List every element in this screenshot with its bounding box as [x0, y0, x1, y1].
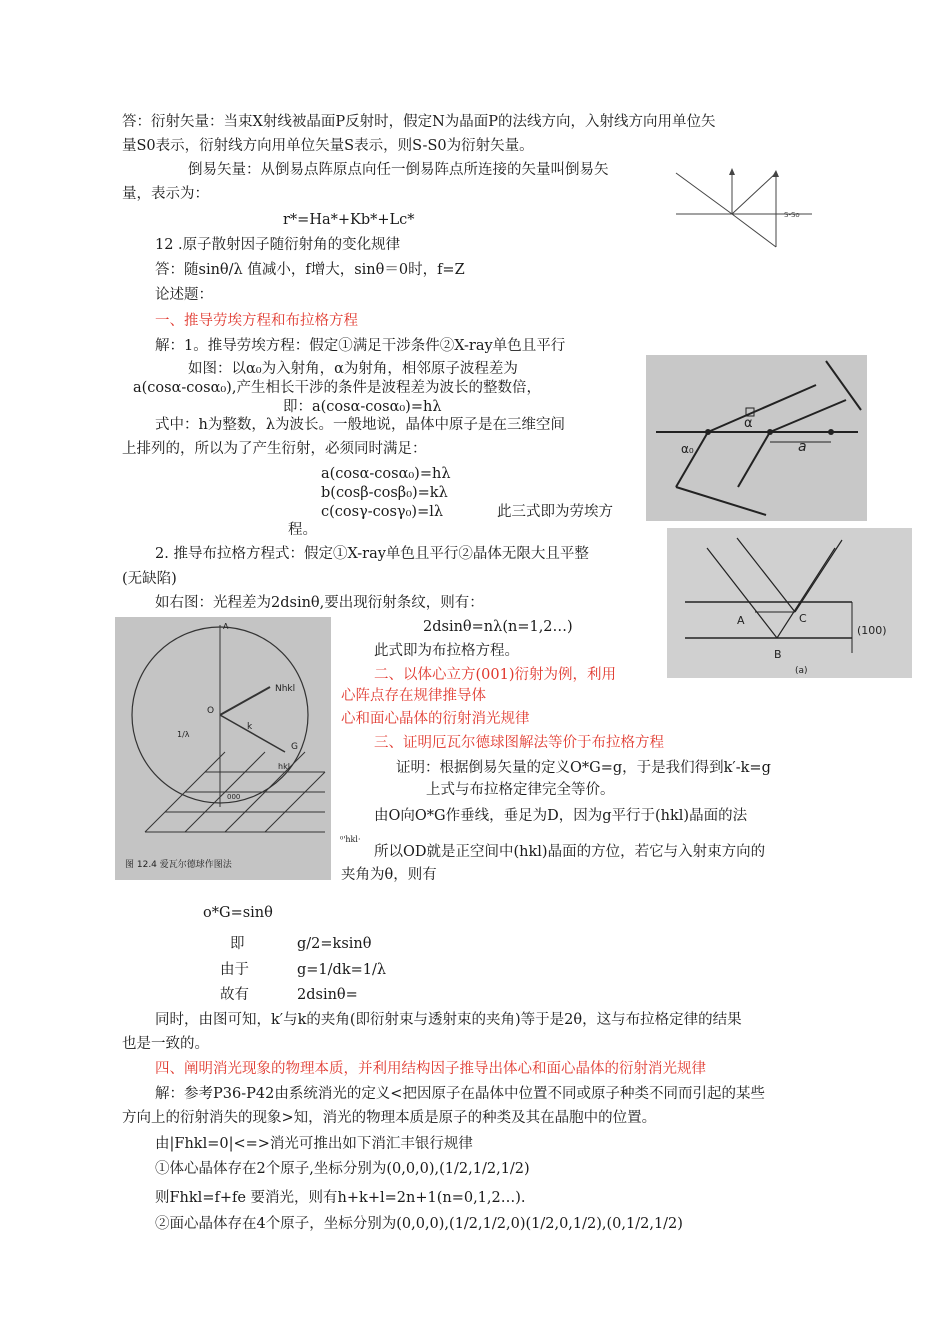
ewald-G: G — [291, 742, 298, 752]
line-47: ②面心晶体存在4个原子，坐标分别为(0,0,0),(1/2,1/2,0)(1/2,0,1/2),(0,1/2,1/2) — [155, 1216, 683, 1232]
bragg-plane: (100) — [857, 624, 887, 637]
vector-label: S-So — [784, 211, 800, 219]
line-15: 上排列的，所以为了产生衍射，必须同时满足： — [122, 441, 427, 457]
line-20: 2. 推导布拉格方程式：假定①X-ray单色且平行②晶体无限大且平整 — [155, 546, 589, 562]
laue-a: a — [798, 439, 807, 455]
ewald-000: 000 — [227, 793, 241, 801]
line-13: 即：a(cosα-cosα₀)=hλ — [283, 399, 442, 415]
line-14: 式中：h为整数，λ为波长。一般地说，晶体中原子是在三维空间 — [155, 417, 566, 433]
line-05: r*=Ha*+Kb*+Lc* — [283, 212, 415, 228]
line-34: 夹角为θ，则有 — [341, 867, 437, 883]
line-19: 程。 — [288, 522, 317, 538]
line-37a: 由于 — [220, 962, 249, 978]
line-38a: 故有 — [220, 987, 249, 1003]
line-44: 由|Fhkl=0|<=>消光可推出如下消汇丰银行规律 — [155, 1136, 473, 1152]
line-21: (无缺陷) — [122, 571, 177, 587]
heading-1: 一、推导劳埃方程和布拉格方程 — [155, 313, 358, 329]
ewald-inv-lambda: 1/λ — [177, 730, 190, 739]
line-30: 上式与布拉格定律完全等价。 — [426, 782, 615, 798]
line-02: 量S0表示，衍射线方向用单位矢量S表示，则S-S0为衍射矢量。 — [122, 138, 534, 154]
line-22: 如右图：光程差为2dsinθ,要出现衍射条纹，则有： — [155, 595, 484, 611]
line-46: 则Fhkl=f+fe 要消光，则有h+k+l=2n+1(n=0,1,2…). — [155, 1190, 526, 1206]
ewald-O: O — [207, 706, 215, 716]
line-37b: g=1/dk=1/λ — [297, 962, 387, 978]
line-18b: 此三式即为劳埃方 — [497, 504, 613, 520]
line-42: 解：参考P36-P42由系统消光的定义<把因原子在晶体中位置不同或原子种类不同而引起的某些 — [155, 1086, 765, 1102]
line-32: ⁰'hkl· — [340, 835, 361, 844]
ewald-caption: 图 12.4 爱瓦尔德球作图法 — [125, 860, 232, 870]
bragg-C: C — [799, 612, 807, 625]
line-29: 证明：根据倒易矢量的定义O*G=g，于是我们得到k′-k=g — [396, 760, 771, 776]
line-33: 所以OD就是正空间中(hkl)晶面的方位，若它与入射束方向的 — [374, 844, 766, 860]
line-36b: g/2=ksinθ — [297, 936, 372, 952]
line-07: 答：随sinθ/λ 值减小，f增大，sinθ＝0时，f=Z — [155, 262, 465, 278]
line-45: ①体心晶体存在2个原子,坐标分别为(0,0,0),(1/2,1/2,1/2) — [155, 1161, 530, 1177]
bragg-a: (a) — [795, 666, 808, 676]
ewald-diagram — [115, 617, 331, 880]
heading-2b: 心阵点存在规律推导体 — [341, 688, 486, 704]
heading-3: 三、证明厄瓦尔德球图解法等价于布拉格方程 — [374, 735, 664, 751]
line-35: o*G=sinθ — [203, 905, 273, 921]
ewald-hkl: hkl — [278, 762, 290, 771]
heading-4: 四、阐明消光现象的物理本质，并利用结构因子推导出体心和面心晶体的衍射消光规律 — [155, 1061, 706, 1077]
line-24: 此式即为布拉格方程。 — [374, 643, 519, 659]
line-03: 倒易矢量：从倒易点阵原点向任一倒易阵点所连接的矢量叫倒易矢 — [188, 162, 609, 178]
line-12: a(cosα-cosα₀),产生相长干涉的条件是波程差为波长的整数倍， — [133, 380, 541, 396]
line-04: 量，表示为： — [122, 186, 209, 202]
line-38b: 2dsinθ= — [297, 987, 358, 1003]
laue-eq-a: a(cosα-cosα₀)=hλ — [321, 466, 451, 482]
laue-alpha0: α₀ — [681, 442, 694, 456]
line-11: 如图：以α₀为入射角，α为射角，相邻原子波程差为 — [188, 361, 518, 377]
laue-alpha: α — [744, 416, 753, 431]
line-01: 答：衍射矢量：当束X射线被晶面P反射时，假定N为晶面P的法线方向，入射线方向用单位矢 — [122, 114, 716, 130]
heading-2c: 心和面心晶体的衍射消光规律 — [341, 711, 530, 727]
ewald-N: Nhkl — [275, 684, 296, 694]
vector-diagram — [672, 165, 822, 250]
line-36a: 即 — [230, 936, 245, 952]
line-10: 解：1。推导劳埃方程：假定①满足干涉条件②X-ray单色且平行 — [155, 338, 566, 354]
ewald-k: k — [247, 722, 253, 732]
line-40: 也是一致的。 — [122, 1036, 209, 1052]
bragg-eq: 2dsinθ=nλ(n=1,2…) — [423, 619, 573, 635]
bragg-diagram — [667, 528, 912, 678]
bragg-A: A — [737, 614, 745, 627]
laue-diagram — [646, 355, 867, 521]
heading-2a: 二、以体心立方(001)衍射为例，利用 — [374, 667, 616, 683]
line-43: 方向上的衍射消失的现象>知，消光的物理本质是原子的种类及其在晶胞中的位置。 — [122, 1110, 657, 1126]
bragg-B: B — [774, 648, 782, 661]
line-39: 同时，由图可知，k′与k的夹角(即衍射束与透射束的夹角)等于是2θ，这与布拉格定律的结果 — [155, 1012, 742, 1028]
ewald-A: A — [223, 622, 229, 631]
laue-eq-c: c(cosγ-cosγ₀)=lλ — [321, 504, 444, 520]
line-06: 12 .原子散射因子随衍射角的变化规律 — [155, 237, 401, 253]
laue-eq-b: b(cosβ-cosβ₀)=kλ — [321, 485, 448, 501]
line-08: 论述题： — [155, 287, 213, 303]
line-31: 由O向O*G作垂线，垂足为D，因为g平行于(hkl)晶面的法 — [374, 808, 748, 824]
